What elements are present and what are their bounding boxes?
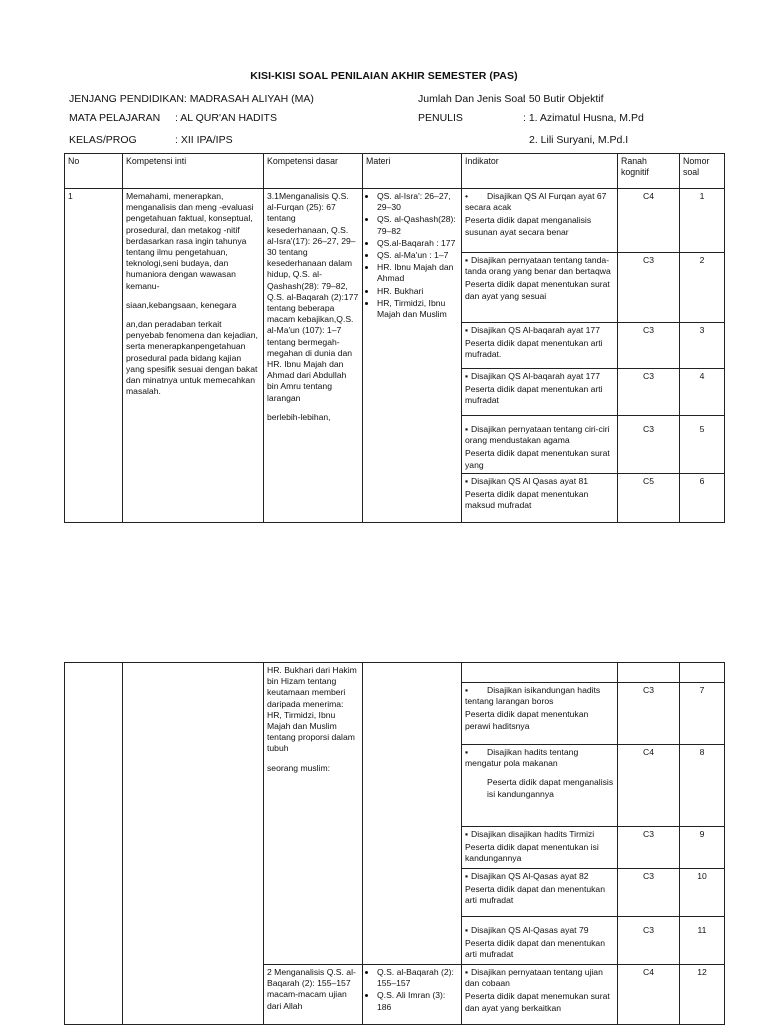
indikator-text: Peserta didik dapat menentukan maksud mufradat [465, 489, 589, 511]
ranah-cell: C5 [618, 473, 680, 522]
ki-text-1: Memahami, menerapkan, menganalisis dan meng -evaluasi pengetahuan faktual, konseptual, prosedural, dan metakog -nitif berdasarkan rasa ingin tahunya tentang ilmu pengetahuan, teknologi,seni budaya, dan humaniora dengan wawasan kemanu- [126, 191, 254, 291]
indikator-text: Disajikan QS Al-Qasas ayat 82 [471, 871, 589, 881]
indikator-text: Peserta didik dapat dan menentukan arti mufradat [465, 884, 605, 906]
nomor-cell: 11 [680, 917, 725, 965]
indikator-cell [462, 745, 618, 827]
mapel-value: : AL QUR'AN HADITS [175, 112, 277, 124]
penulis-label: PENULIS [418, 112, 463, 124]
nomor-cell: 12 [680, 965, 725, 1025]
indikator-cell [462, 473, 618, 522]
kelas-value: : XII IPA/IPS [175, 134, 233, 146]
bullet-icon: ▪ [465, 829, 469, 839]
indikator-text: Disajikan pernyataan tentang ciri-ciri orang mendustakan agama [465, 424, 610, 446]
ki-text-3: an,dan peradaban terkait penyebab fenomena dan kejadian, serta menerapkanpengetahuan prosedural pada bidang kajian yang spesifik sesuai dengan bakat dan minatnya untuk memecahkan masalah. [126, 319, 258, 397]
col-kompetensi-dasar: Kompetensi dasar [264, 154, 363, 189]
nomor-cell: 9 [680, 827, 725, 869]
ki-text-2: siaan,kebangsaan, kenegara [126, 299, 237, 310]
indikator-cell [462, 683, 618, 745]
jenjang-label: JENJANG PENDIDIKAN: MADRASAH ALIYAH (MA) [69, 93, 314, 105]
indikator-text: Disajikan hadits tentang mengatur pola makanan [465, 747, 579, 769]
indikator-text: Disajikan pernyataan tentang ujian dan cobaan [465, 967, 603, 989]
ranah-empty [618, 663, 680, 683]
kompetensi-dasar-cell [264, 189, 363, 523]
col-ranah-line2: kognitif [621, 167, 649, 178]
row-number: 1 [65, 189, 123, 523]
table-header-row [65, 154, 725, 189]
nomor-empty [680, 663, 725, 683]
col-nomor-line2: soal [683, 167, 700, 178]
kd-text-2: seorang muslim: [267, 762, 331, 773]
col-nomor [680, 154, 725, 189]
table-row [65, 663, 725, 683]
list-item: • HR, Tirmidzi, Ibnu Majah dan Muslim [377, 298, 458, 320]
indikator-cell [462, 253, 618, 323]
nomor-cell: 7 [680, 683, 725, 745]
kompetensi-dasar-cell [264, 663, 363, 965]
nomor-cell: 10 [680, 869, 725, 917]
bullet-icon: ▪ [465, 255, 469, 265]
nomor-cell: 6 [680, 473, 725, 522]
indikator-text: Disajikan pernyataan tentang tanda- tanda orang yang benar dan bertaqwa [465, 255, 611, 277]
bullet-icon: • [465, 191, 469, 201]
materi-list [366, 967, 458, 1013]
materi-cell [363, 189, 462, 523]
nomor-cell: 3 [680, 323, 725, 369]
bullet-icon: ▪ [465, 747, 469, 757]
list-item: • QS. al-Qashash(28): 79–82 [377, 214, 458, 236]
col-no: No [65, 154, 123, 189]
col-nomor-line1: Nomor [683, 156, 710, 166]
kd-text-2: berlebih-lebihan, [267, 411, 331, 422]
bullet-icon: ▪ [465, 424, 469, 434]
nomor-cell: 4 [680, 369, 725, 416]
ranah-cell: C4 [618, 189, 680, 253]
row-number-empty [65, 663, 123, 1025]
materi-empty [363, 663, 462, 965]
bullet-icon: ▪ [465, 871, 469, 881]
bullet-icon: ▪ [465, 925, 469, 935]
ranah-cell: C3 [618, 827, 680, 869]
col-indikator: Indikator [462, 154, 618, 189]
ranah-cell: C3 [618, 253, 680, 323]
list-item: • QS.al-Baqarah : 177 [377, 238, 458, 249]
bullet-icon: ▪ [465, 967, 469, 977]
ranah-cell: C4 [618, 745, 680, 827]
col-ranah-line1: Ranah [621, 156, 647, 166]
indikator-cell [462, 323, 618, 369]
indikator-cell [462, 869, 618, 917]
indikator-cell [462, 369, 618, 416]
jumlah-label: Jumlah Dan Jenis Soal [418, 93, 526, 105]
ranah-cell: C3 [618, 683, 680, 745]
nomor-cell: 1 [680, 189, 725, 253]
ranah-cell: C3 [618, 917, 680, 965]
indikator-text: Peserta didik dapat menganalisis susunan ayat secara benar [465, 215, 592, 237]
ranah-cell: C3 [618, 869, 680, 917]
kompetensi-inti-cell [123, 189, 264, 523]
kd-text-1: HR. Bukhari dari Hakim bin Hizam tentang keutamaan memberi daripada menerima: HR, Tirmidzi, Ibnu Majah dan Muslim tentang proporsi dalam tubuh [267, 665, 357, 754]
indikator-cell [462, 189, 618, 253]
indikator-cell [462, 827, 618, 869]
mapel-label: MATA PELAJARAN [69, 112, 161, 124]
nomor-cell: 8 [680, 745, 725, 827]
col-kompetensi-inti: Kompetensi inti [123, 154, 264, 189]
ranah-cell: C4 [618, 965, 680, 1025]
ranah-cell: C3 [618, 323, 680, 369]
list-item: • QS. al-Ma'un : 1–7 [377, 250, 458, 261]
indikator-cell [462, 965, 618, 1025]
indikator-text: Disajikan QS Al Furqan ayat 67 secara acak [465, 191, 607, 213]
indikator-text: Peserta didik dapat menentukan surat yang [465, 448, 610, 470]
indikator-text: Peserta didik dapat menentukan arti mufradat. [465, 338, 603, 360]
kompetensi-dasar-cell: 2 Menganalisis Q.S. al-Baqarah (2): 155–157 macam-macam ujian dari Allah [264, 965, 363, 1025]
indikator-text: Peserta didik dapat menganalisis isi kandungannya [487, 777, 614, 799]
indikator-text: Peserta didik dapat menentukan surat dan ayat yang sesuai [465, 279, 610, 301]
indikator-text: Disajikan QS Al-baqarah ayat 177 [471, 325, 600, 335]
document-title: KISI-KISI SOAL PENILAIAN AKHIR SEMESTER (PAS) [250, 70, 518, 82]
penulis-1: : 1. Azimatul Husna, M.Pd [523, 112, 644, 124]
list-item: • HR. Bukhari [377, 286, 458, 297]
indikator-text: Peserta didik dapat dan menentukan arti mufradat [465, 938, 605, 960]
list-item: • Q.S. Ali Imran (3): 186 [377, 990, 458, 1012]
indikator-cell [462, 416, 618, 474]
kd-text-1: 3.1Menganalisis Q.S. al-Furqan (25): 67 tentang kesederhanaan, Q.S. al-Isra'(17): 26–27, 29–30 tentang kesederhanaan dalam hidup, Q.S. al-Qashash(28): 79–82, Q.S. al-Baqarah (2):177 tentang beberapa macam kebajikan,Q.S. al-Ma'un (107): 1–7 tentang bermegah-megahan di dunia dan HR. Ibnu Majah dan Ahmad dari Abdullah bin Amru tentang larangan [267, 191, 359, 403]
indikator-text: Disajikan QS Al-baqarah ayat 177 [471, 371, 600, 381]
jumlah-value: : 50 Butir Objektif [523, 93, 604, 105]
indikator-text: Disajikan QS Al-Qasas ayat 79 [471, 925, 589, 935]
bullet-icon: ▪ [465, 371, 469, 381]
indikator-cell [462, 917, 618, 965]
col-ranah [618, 154, 680, 189]
table-row [65, 189, 725, 253]
list-item: • Q.S. al-Baqarah (2): 155–157 [377, 967, 458, 989]
bullet-icon: ▪ [465, 475, 469, 486]
indikator-text: Disajikan isikandungan hadits tentang larangan boros [465, 685, 601, 707]
kisi-table-1 [64, 153, 725, 523]
indikator-empty [462, 663, 618, 683]
indikator-text: Peserta didik dapat menentukan arti mufradat [465, 384, 603, 406]
indikator-text: Disajikan QS Al Qasas ayat 81 [471, 475, 589, 486]
ranah-cell: C3 [618, 369, 680, 416]
list-item: • QS. al-Isra': 26–27, 29–30 [377, 191, 458, 213]
indikator-text: Peserta didik dapat menentukan perawi haditsnya [465, 709, 589, 731]
bullet-icon: ▪ [465, 325, 469, 335]
materi-cell [363, 965, 462, 1025]
list-item: • HR. Ibnu Majah dan Ahmad [377, 262, 458, 284]
ranah-cell: C3 [618, 416, 680, 474]
col-materi: Materi [363, 154, 462, 189]
nomor-cell: 2 [680, 253, 725, 323]
kompetensi-inti-empty [123, 663, 264, 1025]
indikator-text: Peserta didik dapat menentukan isi kandungannya [465, 842, 599, 864]
nomor-cell: 5 [680, 416, 725, 474]
indikator-text: Peserta didik dapat menemukan surat dan ayat yang berkaitkan [465, 991, 610, 1013]
kelas-label: KELAS/PROG [69, 134, 137, 146]
materi-list [366, 191, 458, 320]
kisi-table-2 [64, 662, 725, 1025]
penulis-2: 2. Lili Suryani, M.Pd.I [529, 134, 629, 146]
bullet-icon: ▪ [465, 685, 469, 695]
indikator-text: Disajikan disajikan hadits Tirmizi [471, 829, 595, 839]
